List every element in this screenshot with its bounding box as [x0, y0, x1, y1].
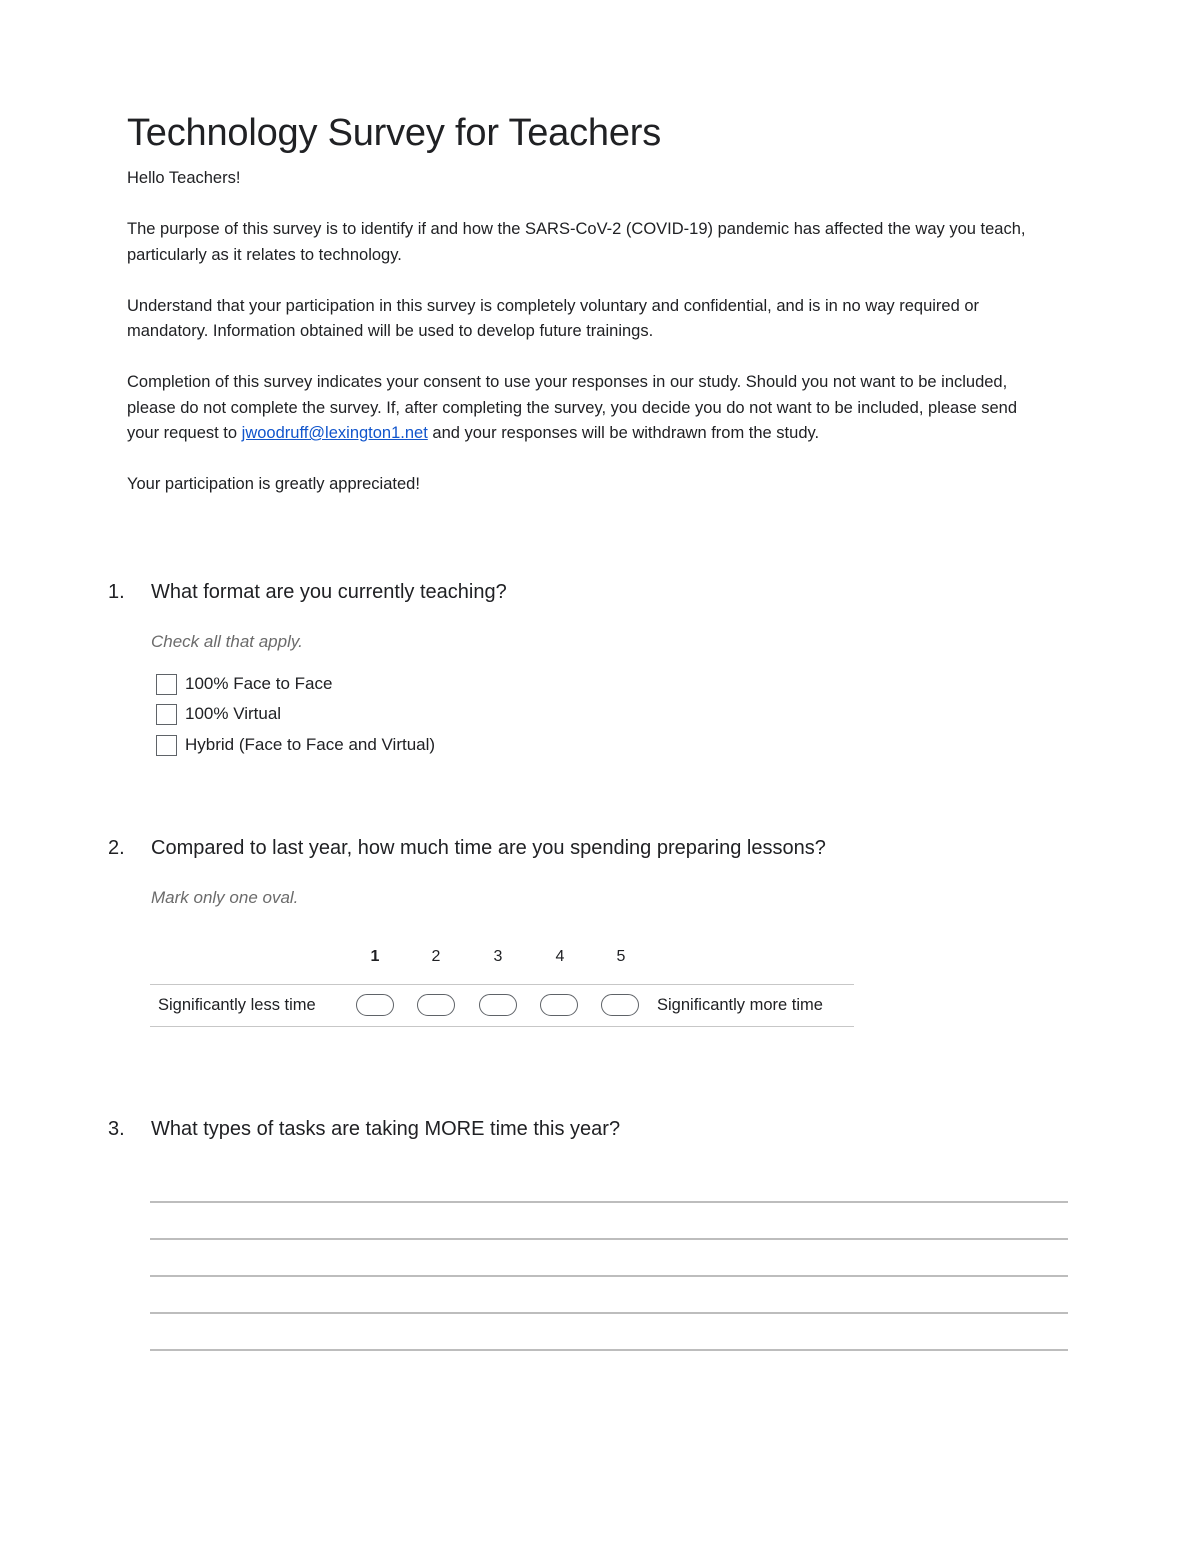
- scale-number-3: 3: [493, 948, 503, 965]
- consent-text-start: Completion of this survey indicates your consent to use your responses in our study. Should you not want to be included, please do not complete the survey. If, after completing the survey, you decide you do not want to be included, please send your request to: [127, 373, 1018, 442]
- answer-line[interactable]: [150, 1349, 1068, 1351]
- scale-oval-1[interactable]: [356, 994, 394, 1016]
- answer-line[interactable]: [150, 1275, 1068, 1277]
- option-label: 100% Face to Face: [185, 674, 333, 693]
- scale-oval-3[interactable]: [479, 994, 517, 1016]
- scale-oval-4[interactable]: [540, 994, 578, 1016]
- checkbox[interactable]: [156, 735, 177, 756]
- scale-high-label: Significantly more time: [657, 996, 823, 1014]
- email-link[interactable]: jwoodruff@lexington1.net: [241, 424, 428, 442]
- intro-participation: Understand that your participation in this survey is completely voluntary and confidential, and is in no way required or mandatory. Information obtained will be used to develop future trainings.: [127, 296, 980, 340]
- checkbox[interactable]: [156, 704, 177, 725]
- question-number: 3.: [108, 1118, 125, 1140]
- option-label: Hybrid (Face to Face and Virtual): [185, 735, 436, 754]
- question-hint: Mark only one oval.: [151, 888, 299, 907]
- consent-text-end: and your responses will be withdrawn from the study.: [427, 424, 820, 442]
- question-number: 2.: [108, 837, 125, 859]
- scale-number-5: 5: [616, 948, 626, 965]
- scale-oval-2[interactable]: [417, 994, 455, 1016]
- question-text: What format are you currently teaching?: [151, 581, 507, 603]
- intro-consent: [127, 370, 1047, 447]
- scale-number-2: 2: [431, 948, 441, 965]
- option-label: 100% Virtual: [185, 704, 282, 723]
- intro-text: [127, 166, 1047, 523]
- answer-line[interactable]: [150, 1312, 1068, 1314]
- question-text: What types of tasks are taking MORE time this year?: [151, 1118, 621, 1140]
- answer-line[interactable]: [150, 1238, 1068, 1240]
- question-text: Compared to last year, how much time are you spending preparing lessons?: [151, 837, 826, 859]
- option-virtual[interactable]: [156, 702, 281, 726]
- scale-oval-5[interactable]: [601, 994, 639, 1016]
- scale-low-label: Significantly less time: [158, 996, 316, 1014]
- scale-number-4: 4: [555, 948, 565, 965]
- scale-top-rule: [150, 984, 854, 985]
- intro-closing: Your participation is greatly appreciated!: [127, 475, 420, 493]
- intro-purpose: The purpose of this survey is to identify if and how the SARS-CoV-2 (COVID-19) pandemic has affected the way you teach, particularly as it relates to technology.: [127, 220, 1026, 264]
- option-hybrid[interactable]: [156, 733, 435, 757]
- question-number: 1.: [108, 581, 125, 603]
- page-title: Technology Survey for Teachers: [127, 112, 662, 154]
- intro-greeting: Hello Teachers!: [127, 169, 241, 187]
- question-hint: Check all that apply.: [151, 632, 303, 651]
- option-face-to-face[interactable]: [156, 672, 332, 696]
- checkbox[interactable]: [156, 674, 177, 695]
- scale-number-1: 1: [370, 948, 380, 965]
- scale-bottom-rule: [150, 1026, 854, 1027]
- linear-scale: [150, 940, 854, 1030]
- answer-line[interactable]: [150, 1201, 1068, 1203]
